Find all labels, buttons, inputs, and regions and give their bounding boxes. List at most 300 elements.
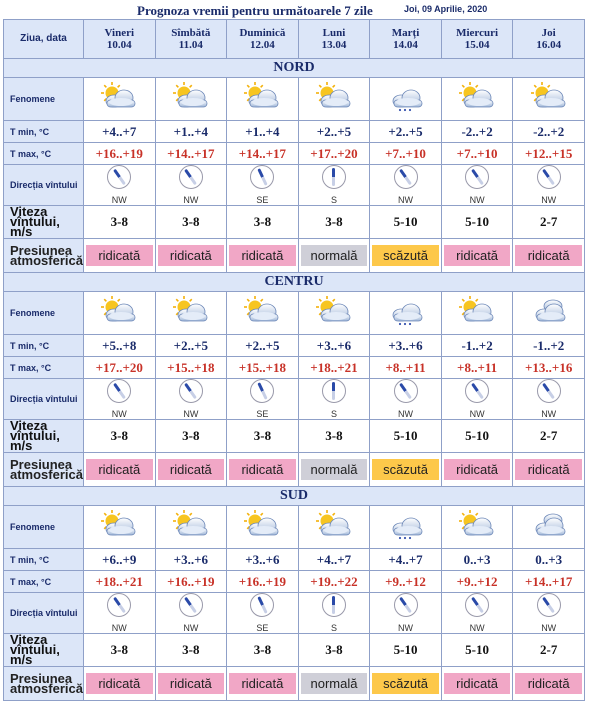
cloud-rain-icon <box>384 82 428 117</box>
pressure-badge: normală <box>301 459 368 480</box>
page-title <box>0 3 600 17</box>
cloud-icon <box>527 510 571 545</box>
sun-cloud-icon <box>312 510 356 545</box>
day-header <box>513 20 585 59</box>
pressure-badge: ridicată <box>515 459 582 480</box>
tmin-value: +6..+9 <box>84 549 156 571</box>
day-header <box>227 20 299 59</box>
pressure-badge: ridicată <box>444 673 511 694</box>
compass-needle <box>184 597 197 613</box>
wind-speed-value: 3-8 <box>155 206 227 239</box>
compass-icon <box>107 165 131 189</box>
tmin-value: -1..+2 <box>513 335 585 357</box>
forecast-table <box>3 19 585 701</box>
tmax-value: +13..+16 <box>513 357 585 379</box>
tmax-value: +14..+17 <box>155 143 227 165</box>
phenomena-cell <box>370 78 442 121</box>
wind-direction-label: Direcția vîntului <box>4 593 84 634</box>
pressure-cell <box>370 667 442 701</box>
compass-icon <box>394 165 418 189</box>
pressure-badge: ridicată <box>158 245 225 266</box>
pressure-badge: ridicată <box>229 245 296 266</box>
day-name: Miercuri <box>456 27 499 39</box>
wind-direction-value: NW <box>111 409 127 419</box>
wind-direction-value: NW <box>111 623 127 633</box>
phenomena-cell <box>155 506 227 549</box>
compass-icon <box>179 165 203 189</box>
wind-speed-value: 2-7 <box>513 206 585 239</box>
compass-icon <box>179 379 203 403</box>
sun-cloud-icon <box>169 510 213 545</box>
cloud-rain-icon <box>384 296 428 331</box>
tmin-value: -2..+2 <box>441 121 513 143</box>
wind-direction-cell <box>370 593 442 634</box>
day-date: 11.04 <box>178 39 203 51</box>
compass-icon <box>537 593 561 617</box>
phenomena-cell <box>441 292 513 335</box>
compass-icon <box>537 165 561 189</box>
wind-speed-value: 3-8 <box>84 206 156 239</box>
compass-needle <box>332 382 335 400</box>
wind-direction-row <box>4 379 585 420</box>
pressure-badge: normală <box>301 673 368 694</box>
tmin-value: +3..+6 <box>155 549 227 571</box>
pressure-badge: scăzută <box>372 459 439 480</box>
wind-direction-cell <box>84 379 156 420</box>
tmin-row <box>4 121 585 143</box>
wind-direction-cell <box>227 593 299 634</box>
tmax-row <box>4 357 585 379</box>
sun-cloud-icon <box>240 82 284 117</box>
pressure-badge: normală <box>301 245 368 266</box>
wind-direction-cell <box>155 379 227 420</box>
tmin-value: +4..+7 <box>298 549 370 571</box>
tmin-value: -1..+2 <box>441 335 513 357</box>
forecast-title: Prognoza vremii pentru următoarele 7 zile <box>137 3 373 18</box>
wind-direction-row <box>4 165 585 206</box>
phenomena-cell <box>155 78 227 121</box>
pressure-badge: ridicată <box>515 673 582 694</box>
tmin-value: +3..+6 <box>227 549 299 571</box>
wind-speed-value: 5-10 <box>370 206 442 239</box>
wind-speed-value: 3-8 <box>298 420 370 453</box>
pressure-cell <box>227 453 299 487</box>
compass-needle <box>257 596 267 614</box>
compass-icon <box>107 379 131 403</box>
tmax-value: +14..+17 <box>513 571 585 593</box>
tmax-value: +7..+10 <box>441 143 513 165</box>
tmax-value: +12..+15 <box>513 143 585 165</box>
pressure-badge: ridicată <box>515 245 582 266</box>
region-row <box>4 487 585 506</box>
wind-speed-value: 3-8 <box>227 206 299 239</box>
wind-speed-row <box>4 420 585 453</box>
pressure-badge: ridicată <box>86 245 153 266</box>
compass-icon <box>250 593 274 617</box>
tmin-value: +2..+5 <box>298 121 370 143</box>
issue-date: Joi, 09 Aprilie, 2020 <box>404 4 488 14</box>
pressure-cell <box>441 453 513 487</box>
tmin-row <box>4 549 585 571</box>
tmin-value: +3..+6 <box>298 335 370 357</box>
wind-direction-value: NW <box>541 195 557 205</box>
tmax-value: +16..+19 <box>227 571 299 593</box>
pressure-badge: scăzută <box>372 245 439 266</box>
sun-cloud-icon <box>169 296 213 331</box>
pressure-cell <box>227 239 299 273</box>
wind-direction-label: Direcția vîntului <box>4 379 84 420</box>
tmax-value: +16..+19 <box>155 571 227 593</box>
compass-icon <box>179 593 203 617</box>
wind-speed-row <box>4 634 585 667</box>
compass-icon <box>322 593 346 617</box>
wind-direction-cell <box>441 593 513 634</box>
tmax-value: +18..+21 <box>298 357 370 379</box>
wind-direction-value: NW <box>469 409 485 419</box>
sun-cloud-icon <box>312 82 356 117</box>
compass-needle <box>113 597 126 613</box>
tmin-row <box>4 335 585 357</box>
compass-icon <box>107 593 131 617</box>
tmax-row <box>4 143 585 165</box>
tmax-value: +8..+11 <box>370 357 442 379</box>
wind-speed-value: 2-7 <box>513 634 585 667</box>
day-name: Luni <box>322 27 346 39</box>
wind-direction-cell <box>298 379 370 420</box>
pressure-cell <box>441 667 513 701</box>
day-header <box>84 20 156 59</box>
day-header <box>155 20 227 59</box>
wind-direction-cell <box>155 165 227 206</box>
phenomena-cell <box>513 292 585 335</box>
wind-direction-value: S <box>330 195 337 205</box>
tmax-value: +9..+12 <box>370 571 442 593</box>
compass-needle <box>257 382 267 400</box>
sun-cloud-icon <box>312 296 356 331</box>
pressure-cell <box>155 239 227 273</box>
wind-speed-value: 3-8 <box>298 634 370 667</box>
day-date: 15.04 <box>464 39 490 51</box>
wind-direction-cell <box>298 593 370 634</box>
phenomena-cell <box>227 78 299 121</box>
wind-direction-cell <box>227 165 299 206</box>
tmin-value: 0..+3 <box>441 549 513 571</box>
day-name: Duminică <box>239 27 286 39</box>
phenomena-cell <box>227 292 299 335</box>
wind-direction-cell <box>298 165 370 206</box>
compass-icon <box>322 165 346 189</box>
day-date: 10.04 <box>106 39 132 51</box>
wind-speed-label: Viteza vîntului, m/s <box>4 206 84 239</box>
pressure-badge: ridicată <box>86 459 153 480</box>
compass-needle <box>471 383 484 399</box>
pressure-cell <box>155 667 227 701</box>
region-name: SUD <box>4 487 585 506</box>
tmin-value: +1..+4 <box>155 121 227 143</box>
compass-needle <box>257 168 267 186</box>
phenomena-cell <box>441 506 513 549</box>
compass-icon <box>465 165 489 189</box>
day-date: 16.04 <box>536 39 562 51</box>
tmax-value: +7..+10 <box>370 143 442 165</box>
pressure-row <box>4 667 585 701</box>
wind-direction-value: NW <box>183 195 199 205</box>
sun-cloud-icon <box>169 82 213 117</box>
tmax-label: T max, °C <box>4 143 84 165</box>
phenomena-cell <box>227 506 299 549</box>
pressure-badge: ridicată <box>444 459 511 480</box>
wind-direction-cell <box>84 165 156 206</box>
day-header <box>370 20 442 59</box>
wind-speed-value: 3-8 <box>298 206 370 239</box>
phenomena-label: Fenomene <box>4 292 84 335</box>
pressure-cell <box>84 239 156 273</box>
tmin-label: T min, °C <box>4 121 84 143</box>
wind-speed-value: 3-8 <box>155 634 227 667</box>
sun-cloud-icon <box>455 296 499 331</box>
pressure-cell <box>84 453 156 487</box>
wind-speed-value: 5-10 <box>370 420 442 453</box>
wind-speed-value: 3-8 <box>227 420 299 453</box>
pressure-badge: ridicată <box>229 673 296 694</box>
tmin-value: +4..+7 <box>84 121 156 143</box>
sun-cloud-icon <box>240 296 284 331</box>
compass-needle <box>332 168 335 186</box>
pressure-cell <box>441 239 513 273</box>
phenomena-cell <box>513 78 585 121</box>
tmin-label: T min, °C <box>4 549 84 571</box>
sun-cloud-icon <box>455 82 499 117</box>
compass-needle <box>399 383 412 399</box>
compass-icon <box>394 593 418 617</box>
wind-direction-value: NW <box>398 623 414 633</box>
compass-icon <box>465 379 489 403</box>
tmax-value: +14..+17 <box>227 143 299 165</box>
wind-direction-value: S <box>330 623 337 633</box>
wind-speed-value: 3-8 <box>227 634 299 667</box>
wind-direction-cell <box>513 379 585 420</box>
phenomena-label: Fenomene <box>4 506 84 549</box>
cloud-rain-icon <box>384 510 428 545</box>
wind-direction-cell <box>513 593 585 634</box>
wind-direction-cell <box>441 165 513 206</box>
phenomena-row <box>4 292 585 335</box>
sun-cloud-icon <box>97 510 141 545</box>
phenomena-cell <box>298 292 370 335</box>
compass-needle <box>184 169 197 185</box>
wind-direction-value: NW <box>183 623 199 633</box>
sun-cloud-icon <box>240 510 284 545</box>
phenomena-cell <box>155 292 227 335</box>
region-name: NORD <box>4 59 585 78</box>
wind-direction-value: SE <box>256 623 269 633</box>
sun-cloud-icon <box>97 82 141 117</box>
wind-speed-value: 5-10 <box>370 634 442 667</box>
wind-speed-value: 3-8 <box>84 420 156 453</box>
compass-needle <box>399 169 412 185</box>
wind-direction-value: SE <box>256 409 269 419</box>
region-row <box>4 273 585 292</box>
day-name: Joi <box>541 27 556 39</box>
tmax-value: +9..+12 <box>441 571 513 593</box>
wind-direction-value: NW <box>398 409 414 419</box>
sun-cloud-icon <box>527 82 571 117</box>
tmax-value: +18..+21 <box>84 571 156 593</box>
wind-direction-value: NW <box>469 623 485 633</box>
compass-needle <box>542 169 555 185</box>
tmax-value: +16..+19 <box>84 143 156 165</box>
day-date: 13.04 <box>321 39 347 51</box>
wind-direction-cell <box>227 379 299 420</box>
pressure-cell <box>155 453 227 487</box>
compass-needle <box>113 169 126 185</box>
day-date: 14.04 <box>393 39 418 51</box>
wind-speed-value: 5-10 <box>441 420 513 453</box>
wind-direction-value: NW <box>398 195 414 205</box>
pressure-badge: ridicată <box>444 245 511 266</box>
pressure-cell <box>513 453 585 487</box>
day-header <box>298 20 370 59</box>
phenomena-cell <box>84 292 156 335</box>
header-label: Ziua, data <box>4 20 84 59</box>
pressure-badge: ridicată <box>158 459 225 480</box>
wind-direction-value: NW <box>111 195 127 205</box>
day-date: 12.04 <box>250 39 275 51</box>
wind-direction-value: NW <box>541 623 557 633</box>
compass-icon <box>250 379 274 403</box>
compass-needle <box>542 597 555 613</box>
pressure-cell <box>298 667 370 701</box>
tmax-row <box>4 571 585 593</box>
cloud-icon <box>527 296 571 331</box>
wind-direction-cell <box>513 165 585 206</box>
compass-icon <box>250 165 274 189</box>
tmin-label: T min, °C <box>4 335 84 357</box>
phenomena-row <box>4 506 585 549</box>
tmin-value: +4..+7 <box>370 549 442 571</box>
wind-direction-value: SE <box>256 195 269 205</box>
phenomena-cell <box>513 506 585 549</box>
pressure-label: Presiunea atmosferică <box>4 453 84 487</box>
wind-direction-cell <box>370 379 442 420</box>
compass-icon <box>465 593 489 617</box>
pressure-cell <box>370 453 442 487</box>
phenomena-cell <box>370 292 442 335</box>
pressure-badge: ridicată <box>229 459 296 480</box>
phenomena-cell <box>370 506 442 549</box>
compass-needle <box>113 383 126 399</box>
day-name: Sîmbătă <box>171 27 211 39</box>
pressure-cell <box>298 239 370 273</box>
compass-needle <box>184 383 197 399</box>
pressure-cell <box>84 667 156 701</box>
tmin-value: +2..+5 <box>227 335 299 357</box>
sun-cloud-icon <box>97 296 141 331</box>
wind-speed-value: 2-7 <box>513 420 585 453</box>
pressure-label: Presiunea atmosferică <box>4 667 84 701</box>
wind-speed-value: 5-10 <box>441 634 513 667</box>
phenomena-cell <box>84 506 156 549</box>
tmax-value: +17..+20 <box>84 357 156 379</box>
wind-direction-cell <box>370 165 442 206</box>
tmax-label: T max, °C <box>4 571 84 593</box>
tmin-value: +2..+5 <box>370 121 442 143</box>
pressure-cell <box>227 667 299 701</box>
wind-direction-row <box>4 593 585 634</box>
day-name: Vineri <box>104 27 135 39</box>
tmin-value: 0..+3 <box>513 549 585 571</box>
tmax-value: +8..+11 <box>441 357 513 379</box>
tmax-value: +19..+22 <box>298 571 370 593</box>
day-name: Marți <box>391 27 420 39</box>
tmin-value: -2..+2 <box>513 121 585 143</box>
pressure-badge: ridicată <box>158 673 225 694</box>
compass-needle <box>399 597 412 613</box>
wind-direction-value: NW <box>541 409 557 419</box>
compass-needle <box>332 596 335 614</box>
day-header <box>441 20 513 59</box>
pressure-badge: ridicată <box>86 673 153 694</box>
wind-direction-value: NW <box>183 409 199 419</box>
pressure-cell <box>513 239 585 273</box>
tmin-value: +3..+6 <box>370 335 442 357</box>
wind-direction-value: S <box>330 409 337 419</box>
wind-speed-row <box>4 206 585 239</box>
wind-direction-cell <box>84 593 156 634</box>
phenomena-cell <box>298 506 370 549</box>
compass-needle <box>471 169 484 185</box>
wind-speed-value: 3-8 <box>155 420 227 453</box>
wind-direction-cell <box>441 379 513 420</box>
phenomena-label: Fenomene <box>4 78 84 121</box>
pressure-label: Presiunea atmosferică <box>4 239 84 273</box>
phenomena-cell <box>84 78 156 121</box>
compass-icon <box>322 379 346 403</box>
wind-speed-value: 3-8 <box>84 634 156 667</box>
pressure-badge: scăzută <box>372 673 439 694</box>
pressure-row <box>4 239 585 273</box>
sun-cloud-icon <box>455 510 499 545</box>
wind-direction-label: Direcția vîntului <box>4 165 84 206</box>
phenomena-row <box>4 78 585 121</box>
pressure-cell <box>513 667 585 701</box>
tmax-value: +17..+20 <box>298 143 370 165</box>
compass-needle <box>542 383 555 399</box>
wind-speed-value: 5-10 <box>441 206 513 239</box>
compass-icon <box>394 379 418 403</box>
region-row <box>4 59 585 78</box>
region-name: CENTRU <box>4 273 585 292</box>
tmax-value: +15..+18 <box>227 357 299 379</box>
wind-speed-label: Viteza vîntului, m/s <box>4 634 84 667</box>
phenomena-cell <box>298 78 370 121</box>
pressure-row <box>4 453 585 487</box>
compass-icon <box>537 379 561 403</box>
phenomena-cell <box>441 78 513 121</box>
pressure-cell <box>370 239 442 273</box>
compass-needle <box>471 597 484 613</box>
pressure-cell <box>298 453 370 487</box>
wind-direction-value: NW <box>469 195 485 205</box>
tmin-value: +2..+5 <box>155 335 227 357</box>
wind-direction-cell <box>155 593 227 634</box>
wind-speed-label: Viteza vîntului, m/s <box>4 420 84 453</box>
tmax-value: +15..+18 <box>155 357 227 379</box>
header-row <box>4 20 585 59</box>
tmax-label: T max, °C <box>4 357 84 379</box>
tmin-value: +1..+4 <box>227 121 299 143</box>
tmin-value: +5..+8 <box>84 335 156 357</box>
